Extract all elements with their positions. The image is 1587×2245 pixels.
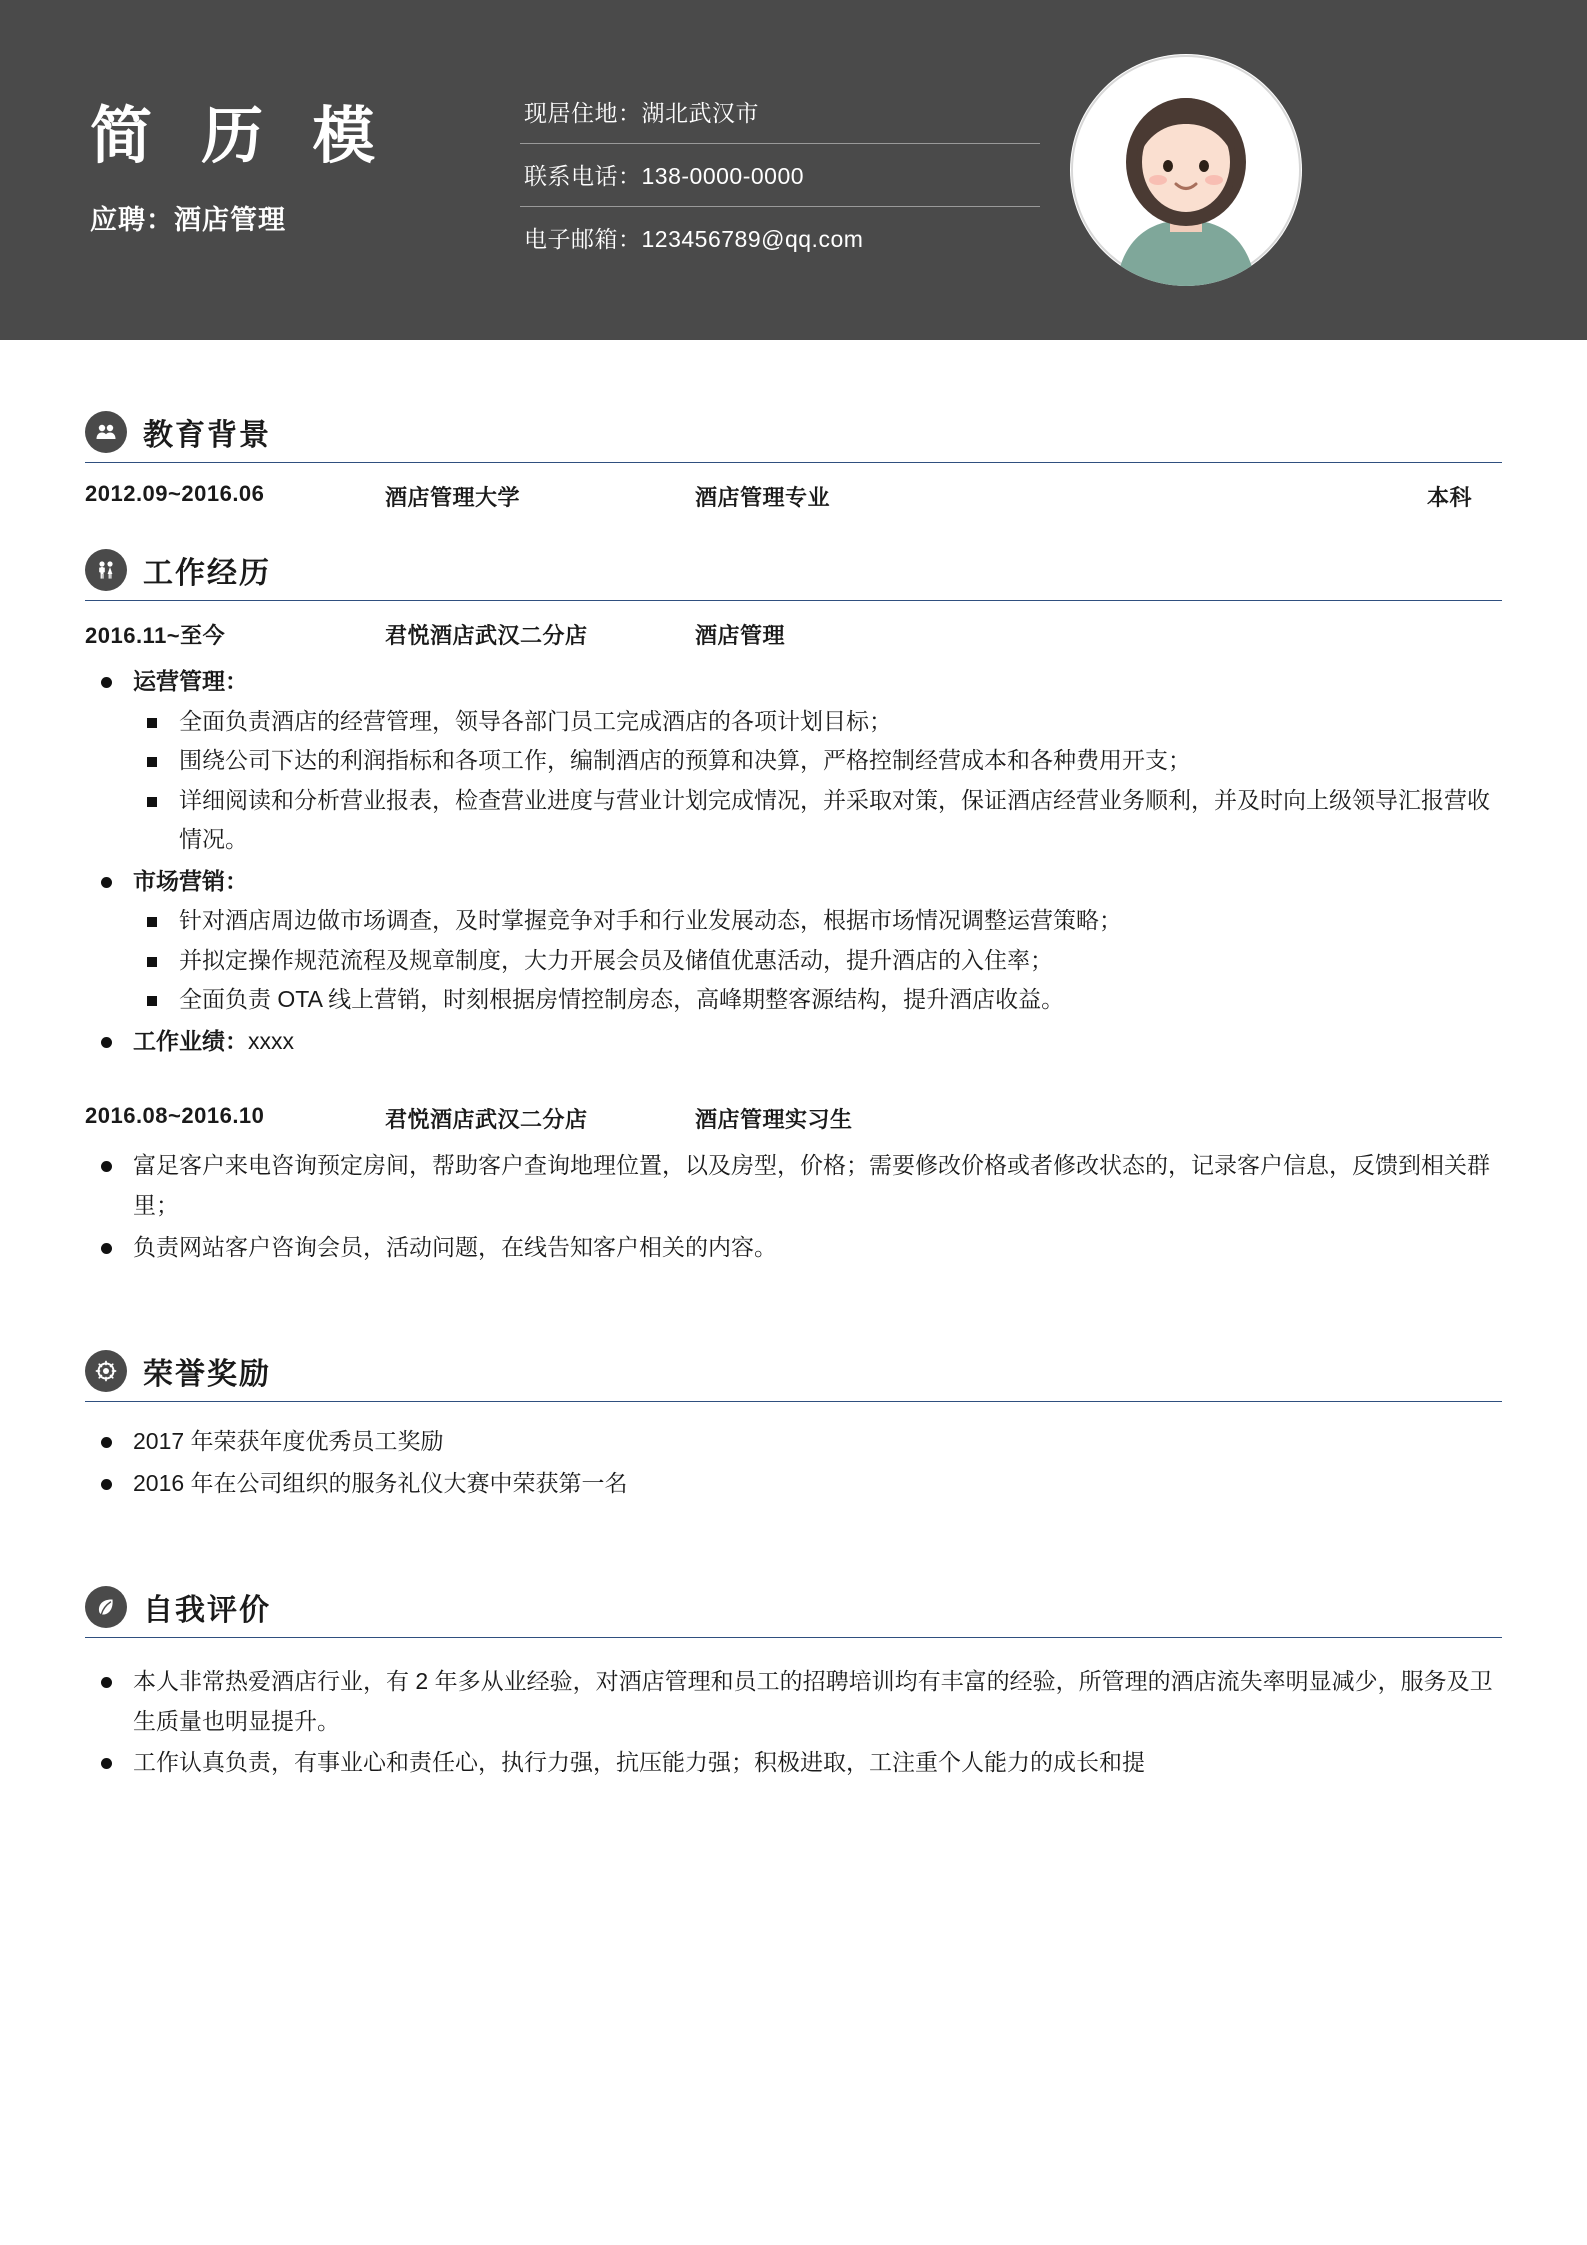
work-date-1: 2016.11~至今 <box>85 623 226 648</box>
education-entry-row <box>85 463 1502 518</box>
section-title-self-eval: 自我评价 <box>143 1594 271 1628</box>
candidate-name: 简 历 模 <box>90 102 391 172</box>
spacer <box>85 1269 1502 1319</box>
work-role-1: 酒店管理 <box>695 623 786 648</box>
spacer <box>85 1063 1502 1085</box>
list-item: 2016 年在公司组织的服务礼仪大赛中荣获第一名 <box>85 1464 1502 1504</box>
work-detail-list-1 <box>85 662 1502 1061</box>
contact-label-phone: 联系电话： <box>524 163 642 189</box>
work-group-heading-marketing: 市场营销： <box>133 867 248 894</box>
work-performance <box>85 1022 1502 1062</box>
work-performance-label: 工作业绩： <box>133 1027 248 1054</box>
work-group-heading-operations: 运营管理： <box>133 668 248 694</box>
work-role-2: 酒店管理实习生 <box>695 1107 853 1133</box>
list-item: 2017 年荣获年度优秀员工奖励 <box>85 1422 1502 1462</box>
work-company-1: 君悦酒店武汉二分店 <box>385 623 588 648</box>
spacer <box>85 1505 1502 1555</box>
section-title-education: 教育背景 <box>143 419 271 452</box>
education-degree: 本科 <box>1426 485 1472 510</box>
contact-row-address <box>520 81 1040 144</box>
leaf-icon-glyph <box>94 1595 118 1619</box>
section-honors-header <box>85 1349 1502 1393</box>
resume-header <box>0 0 1587 340</box>
list-item: 本人非常热爱酒店行业，有 2 年多从业经验，对酒店管理和员工的招聘培训均有丰富的经验，所管理的酒店流失率明显减少，服务及卫生质量也明显提升。 <box>85 1662 1502 1741</box>
work-entry-row-1 <box>85 601 1502 656</box>
work-group-items-operations <box>133 702 1502 860</box>
graduation-icon <box>85 411 127 453</box>
header-identity <box>90 103 520 236</box>
contact-value-email: 123456789@qq.com <box>641 226 864 252</box>
contact-value-phone: 138-0000-0000 <box>641 163 805 189</box>
list-item: 负责网站客户咨询会员，活动问题，在线告知客户相关的内容。 <box>85 1228 1502 1268</box>
work-group-operations <box>85 662 1502 860</box>
contact-block <box>520 71 1040 269</box>
section-title-work: 工作经历 <box>143 557 271 590</box>
divider-honors <box>85 1401 1502 1402</box>
contact-row-email <box>520 207 1040 269</box>
work-extra-2 <box>1025 1103 1502 1134</box>
section-education-header <box>85 410 1502 454</box>
work-group-marketing <box>85 862 1502 1020</box>
list-item: 工作认真负责，有事业心和责任心，执行力强，抗压能力强；积极进取，工注重个人能力的成长和提 <box>85 1743 1502 1783</box>
education-school: 酒店管理大学 <box>385 485 521 510</box>
applied-position: 应聘：酒店管理 <box>90 204 286 235</box>
divider-self-eval <box>85 1637 1502 1638</box>
list-item: 并拟定操作规范流程及规章制度，大力开展会员及储值优惠活动，提升酒店的入住率； <box>133 941 1502 981</box>
list-item: 全面负责 OTA 线上营销，时刻根据房情控制房态，高峰期整客源结构，提升酒店收益。 <box>133 980 1502 1020</box>
contact-label-address: 现居住地： <box>524 100 642 126</box>
work-detail-list-2 <box>85 1146 1502 1267</box>
self-eval-list <box>85 1662 1502 1783</box>
work-extra-1 <box>1025 619 1502 650</box>
honors-list <box>85 1422 1502 1503</box>
work-performance-value: xxxx <box>248 1027 294 1054</box>
work-entry-row-2 <box>85 1085 1502 1140</box>
section-title-honors: 荣誉奖励 <box>143 1358 271 1392</box>
work-company-2: 君悦酒店武汉二分店 <box>385 1107 588 1133</box>
list-item: 针对酒店周边做市场调查，及时掌握竞争对手和行业发展动态，根据市场情况调整运营策略； <box>133 901 1502 941</box>
medal-icon-glyph <box>94 1359 118 1383</box>
leaf-icon <box>85 1586 127 1628</box>
avatar <box>1070 54 1302 286</box>
avatar-illustration-icon <box>1070 54 1302 286</box>
contact-value-address: 湖北武汉市 <box>641 100 759 126</box>
education-major: 酒店管理专业 <box>695 485 831 510</box>
work-group-items-marketing <box>133 901 1502 1020</box>
section-self-eval-header <box>85 1585 1502 1629</box>
people-icon-glyph <box>94 558 118 582</box>
list-item: 富足客户来电咨询预定房间，帮助客户查询地理位置，以及房型，价格；需要修改价格或者修改状态的，记录客户信息，反馈到相关群里； <box>85 1146 1502 1225</box>
people-icon <box>85 549 127 591</box>
work-date-2: 2016.08~2016.10 <box>85 1103 265 1129</box>
resume-body <box>0 340 1587 1783</box>
list-item: 围绕公司下达的利润指标和各项工作，编制酒店的预算和决算，严格控制经营成本和各种费用开支； <box>133 741 1502 781</box>
medal-icon <box>85 1350 127 1392</box>
contact-row-phone <box>520 144 1040 207</box>
graduation-icon-glyph <box>94 420 118 444</box>
section-work-header <box>85 548 1502 592</box>
list-item: 全面负责酒店的经营管理，领导各部门员工完成酒店的各项计划目标； <box>133 702 1502 742</box>
contact-label-email: 电子邮箱： <box>524 226 642 252</box>
list-item: 详细阅读和分析营业报表，检查营业进度与营业计划完成情况，并采取对策，保证酒店经营业务顺利，并及时向上级领导汇报营收情况。 <box>133 781 1502 860</box>
education-date: 2012.09~2016.06 <box>85 481 265 506</box>
